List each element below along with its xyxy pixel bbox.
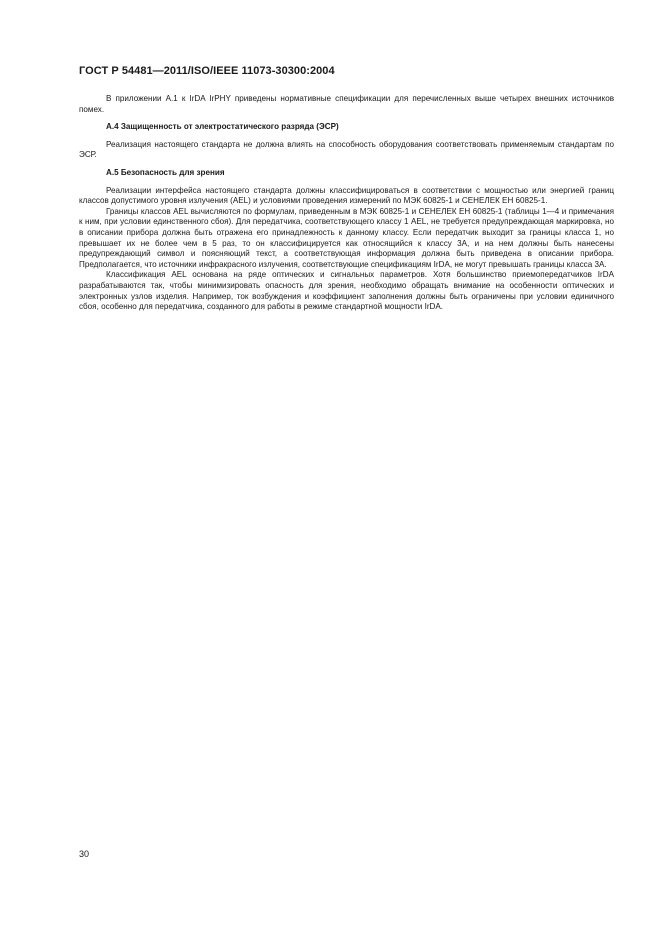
section-a4-paragraph-1: Реализация настоящего стандарта не должна влиять на способность оборудования соответствовать применяемым стандартам по ЭСР. xyxy=(79,139,614,160)
section-a5-heading: А.5 Безопасность для зрения xyxy=(106,167,225,177)
page-number: 30 xyxy=(79,849,90,859)
section-a5-paragraph-3: Классификация AEL основана на ряде оптических и сигнальных параметров. Хотя большинство приемопередатчиков IrDA разрабатываются так, чтобы минимизировать опасность для зрения, необходимо обращать внимание на особенности оптических и электронных узлов изделия. Например, ток возбуждения и коэффициент заполнения должны быть ограничены при условии единичного сбоя, особенно для передатчика, созданного для работы в режиме стандартной мощности IrDA. xyxy=(79,270,614,312)
section-a5-paragraph-1: Реализации интерфейса настоящего стандарта должны классифицироваться в соответствии с мощностью или энергией границ классов допустимого уровня излучения (AEL) и условиями проведения измерений по МЭК 60825-1 и СЕНЕЛЕК ЕН 60825-1. xyxy=(79,185,614,206)
intro-paragraph: В приложении А.1 к IrDA IrPHY приведены нормативные спецификации для перечисленных выше четырех внешних источников помех. xyxy=(79,94,614,114)
section-a4-heading: А.4 Защищенность от электростатического разряда (ЭСР) xyxy=(106,122,339,132)
document-body xyxy=(79,94,614,313)
section-a5-paragraph-2: Границы классов AEL вычисляются по формулам, приведенным в МЭК 60825-1 и СЕНЕЛЕК ЕН 60825-1 (таблицы 1—4 и примечания к ним, при условии единственного сбоя). Для передатчика, соответствующего классу 1 AEL, не требуется предупреждающая маркировка, но в описании прибора должна быть отражена его принадлежность к данному классу. Если передатчик выходит за границы класса 1, но превышает их не более чем в 5 раз, то он классифицируется как относящийся к классу 3А, и на нем должны быть нанесены предупреждающий символ и поясняющий текст, а соответствующая информация должна быть приведена в описании прибора. Предполагается, что источники инфракрасного излучения, соответствующие спецификациям IrDA, не могут превышать границы класса 3А. xyxy=(79,206,614,269)
document-header: ГОСТ Р 54481—2011/ISO/IEEE 11073-30300:2004 xyxy=(79,65,335,77)
